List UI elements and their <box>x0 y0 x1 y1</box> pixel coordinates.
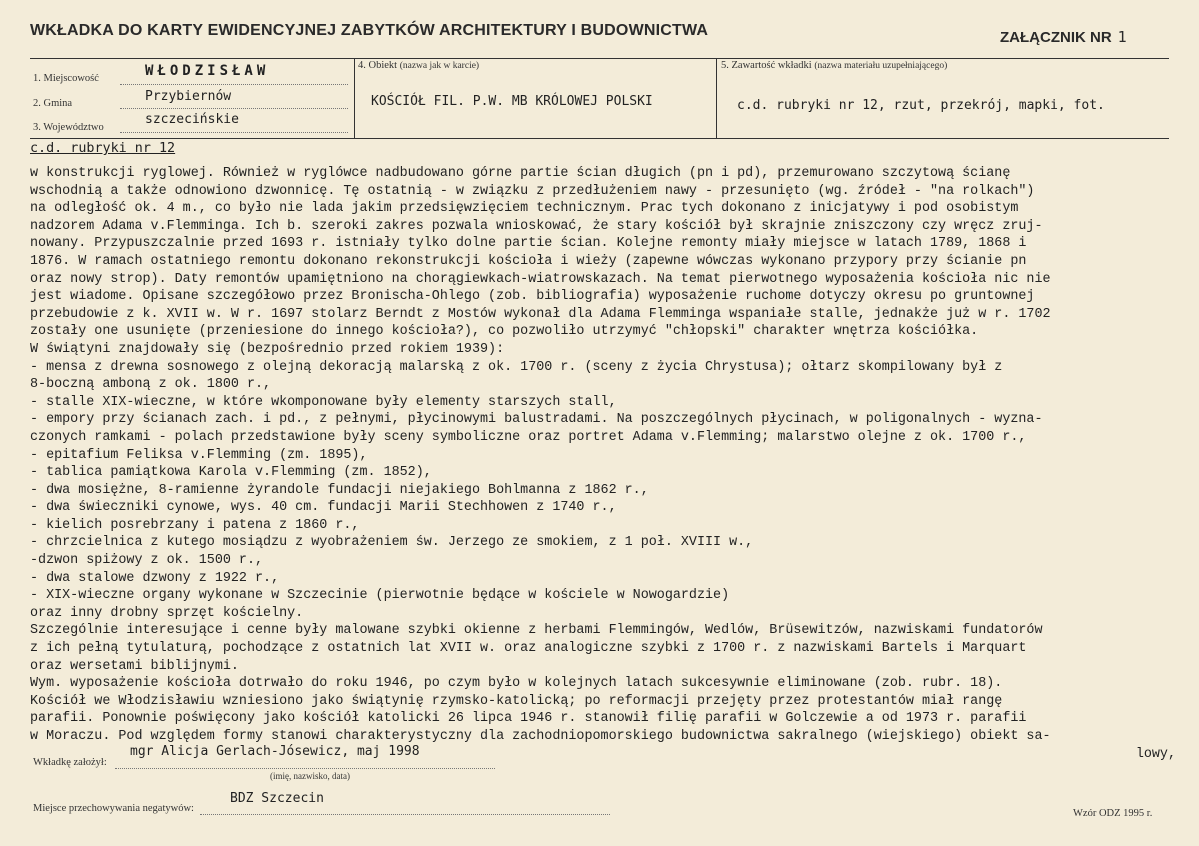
wojewodztwo-label: 3. Województwo <box>33 122 104 133</box>
body-line: - dwa stalowe dzwony z 1922 r., <box>30 570 280 586</box>
body-line: czonych ramkami - polach przedstawione były sceny symboliczne oraz portret Adama v.Flemming; malarstwo olejne z ok. 1700 r., <box>30 429 1027 445</box>
miejscowosc-value: WŁODZISŁAW <box>145 63 270 79</box>
negatywy-dotline <box>200 814 610 815</box>
body-line: zostały one usunięte (przeniesione do innego kościoła?), co pozwoliło utrzymyć "chłopski" charakter wnętrza kościółka. <box>30 324 979 340</box>
attachment-label: ZAŁĄCZNIK NR <box>1000 29 1112 46</box>
body-line: wschodnią a także odnowiono dzwonnicę. Tę ostatnią - w związku z przedłużeniem nawy - przesunięto (wg. źródeł - "na rolkach") <box>30 183 1035 199</box>
body-line: w Moraczu. Pod względem formy stanowi charakterystyczny dla zachodniopomorskiego budownictwa sakralnego (wiejskiego) obiekt sa- <box>30 729 1051 744</box>
zalozyl-label: Wkładkę założył: <box>33 757 107 768</box>
body-line: w konstrukcji ryglowej. Również w ryglówce nadbudowano górne partie ścian długich (pn i pd), przemurowano szczytową ścianę <box>30 166 1011 181</box>
zalozyl-sublabel: (imię, nazwisko, data) <box>270 771 350 781</box>
zawartosc-label-text: 5. Zawartość wkładki <box>721 60 812 71</box>
gmina-dotline <box>120 108 348 109</box>
negatywy-value: BDZ Szczecin <box>230 791 324 806</box>
body-line: - mensa z drewna sosnowego z olejną dekoracją malarską z ok. 1700 r. (sceny z życia Chrystusa); ołtarz skompilowany był z <box>30 359 1003 375</box>
wojewodztwo-dotline <box>120 132 348 133</box>
obiekt-label-text: 4. Obiekt <box>358 60 398 71</box>
body-line: na odległość ok. 4 m., co było nie lada jakim przedsięwzięciem technicznym. Prac tych dokonano z inicjatywy i pod osobistym <box>30 201 1019 217</box>
obiekt-sublabel: (nazwa jak w karcie) <box>399 61 480 71</box>
form-model-label: Wzór ODZ 1995 r. <box>1073 808 1153 819</box>
body-line: nadzorem Adama v.Flemminga. Ich b. szeroki zakres pozwala wnioskować, że stary kościół był skrajnie zniszczony czy wręcz zruj- <box>30 218 1043 234</box>
body-line: - kielich posrebrzany i patena z 1860 r., <box>30 517 360 533</box>
body-line: - epitafium Feliksa v.Flemming (zm. 1895), <box>30 447 368 463</box>
body-line: 8-boczną amboną z ok. 1800 r., <box>30 377 272 393</box>
body-line: jest wiadome. Opisane szczegółowo przez Bronischa-Ohlego (zob. bibliografia) wyposażenie ruchome dotyczy okresu po gruntownej <box>30 289 1035 305</box>
gmina-value: Przybiernów <box>145 89 232 104</box>
wojewodztwo-value: szczecińskie <box>145 112 239 127</box>
obiekt-label <box>358 60 479 71</box>
body-text <box>30 165 1180 763</box>
body-line: przebudowie z k. XVII w. W r. 1697 stolarz Berndt z Mostów wykonał dla Adama Flemminga wspaniałe stalle, jednakże już w r. 1702 <box>30 306 1051 322</box>
body-line: - tablica pamiątkowa Karola v.Flemming (zm. 1852), <box>30 465 432 481</box>
zawartosc-label <box>721 60 947 71</box>
obiekt-value: KOŚCIÓŁ FIL. P.W. MB KRÓLOWEJ POLSKI <box>371 94 653 109</box>
attachment-number-value: 1 <box>1117 28 1127 46</box>
zawartosc-value: c.d. rubryki nr 12, rzut, przekrój, mapki, fot. <box>737 98 1105 113</box>
form-top-border <box>30 58 1169 59</box>
body-line: oraz wersetami biblijnymi. <box>30 658 239 674</box>
body-line: - stalle XIX-wieczne, w które wkomponowane były elementy starszych stall, <box>30 394 617 410</box>
zalozyl-value: mgr Alicja Gerlach-Jósewicz, maj 1998 <box>130 744 420 759</box>
body-line: Szczególnie interesujące i cenne były malowane szybki okienne z herbami Flemmingów, Wedlów, Brüsewitzów, nazwiskami fundatorów <box>30 623 1043 639</box>
miejscowosc-dotline <box>120 84 348 85</box>
body-heading: c.d. rubryki nr 12 <box>30 141 176 156</box>
body-line: - XIX-wieczne organy wykonane w Szczecinie (pierwotnie będące w kościele w Nowogardzie) <box>30 588 730 604</box>
body-line: - dwa świeczniki cynowe, wys. 40 cm. fundacji Marii Stechhowen z 1740 r., <box>30 500 617 516</box>
gmina-label: 2. Gmina <box>33 98 73 109</box>
body-line: oraz nowy strop). Daty remontów upamiętniono na chorągiewkach-wiatrowskazach. Na temat pierwotnego wyposażenia kościoła nic nie <box>30 271 1051 287</box>
body-line: Kościół we Włodzisławiu wzniesiono jako świątynię rzymsko-katolicką; po reformacji przejęty przez protestantów miał rangę <box>30 693 1003 709</box>
body-line: Wym. wyposażenie kościoła dotrwało do roku 1946, po czym było w kolejnych latach sukcesywnie eliminowane (zob. rubr. 18). <box>30 676 1003 692</box>
body-line: - dwa mosiężne, 8-ramienne żyrandole fundacji niejakiego Bohlmanna z 1862 r., <box>30 482 649 498</box>
body-line: z ich pełną tytulaturą, pochodzące z ostatnich lat XVII w. oraz analogiczne szybki z 1700 r. z nazwiskami Bartels i Marquart <box>30 641 1027 657</box>
body-line: - empory przy ścianach zach. i pd., z pełnymi, płycinowymi balustradami. Na poszczególnych płycinach, w poligonalnych - wyzna- <box>30 412 1043 428</box>
body-line: - chrzcielnica z kutego mosiądzu z wyobrażeniem św. Jerzego ze smokiem, z 1 poł. XVIII w., <box>30 535 754 551</box>
body-line: -dzwon spiżowy z ok. 1500 r., <box>30 553 264 569</box>
body-last-word: lowy, <box>1135 746 1176 762</box>
body-line: parafii. Ponownie poświęcony jako kościół katolicki 26 lipca 1946 r. stanowił filię parafii w Golczewie a od 1973 r. parafii <box>30 711 1027 727</box>
form-divider-2 <box>716 58 717 138</box>
body-line: oraz inny drobny sprzęt kościelny. <box>30 605 304 621</box>
zalozyl-dotline <box>115 768 495 769</box>
form-bottom-border <box>30 138 1169 139</box>
body-line: W świątyni znajdowały się (bezpośrednio przed rokiem 1939): <box>30 341 505 357</box>
body-line: 1876. W ramach ostatniego remontu dokonano rekonstrukcji kościoła i wieży (zapewne wówczas wykonano przypory przy ścianie pn <box>30 253 1027 269</box>
document-title: WKŁADKA DO KARTY EWIDENCYJNEJ ZABYTKÓW ARCHITEKTURY I BUDOWNICTWA <box>30 22 709 39</box>
form-divider-1 <box>354 58 355 138</box>
zawartosc-sublabel: (nazwa materiału uzupełniającego) <box>814 61 948 71</box>
miejscowosc-label: 1. Miejscowość <box>33 73 99 84</box>
body-line: nowany. Przypuszczalnie przed 1693 r. istniały tylko dolne partie ścian. Kolejne remonty miały miejsce w latach 1789, 1868 i <box>30 236 1027 252</box>
negatywy-label: Miejsce przechowywania negatywów: <box>33 803 194 814</box>
attachment-number <box>1000 28 1127 46</box>
